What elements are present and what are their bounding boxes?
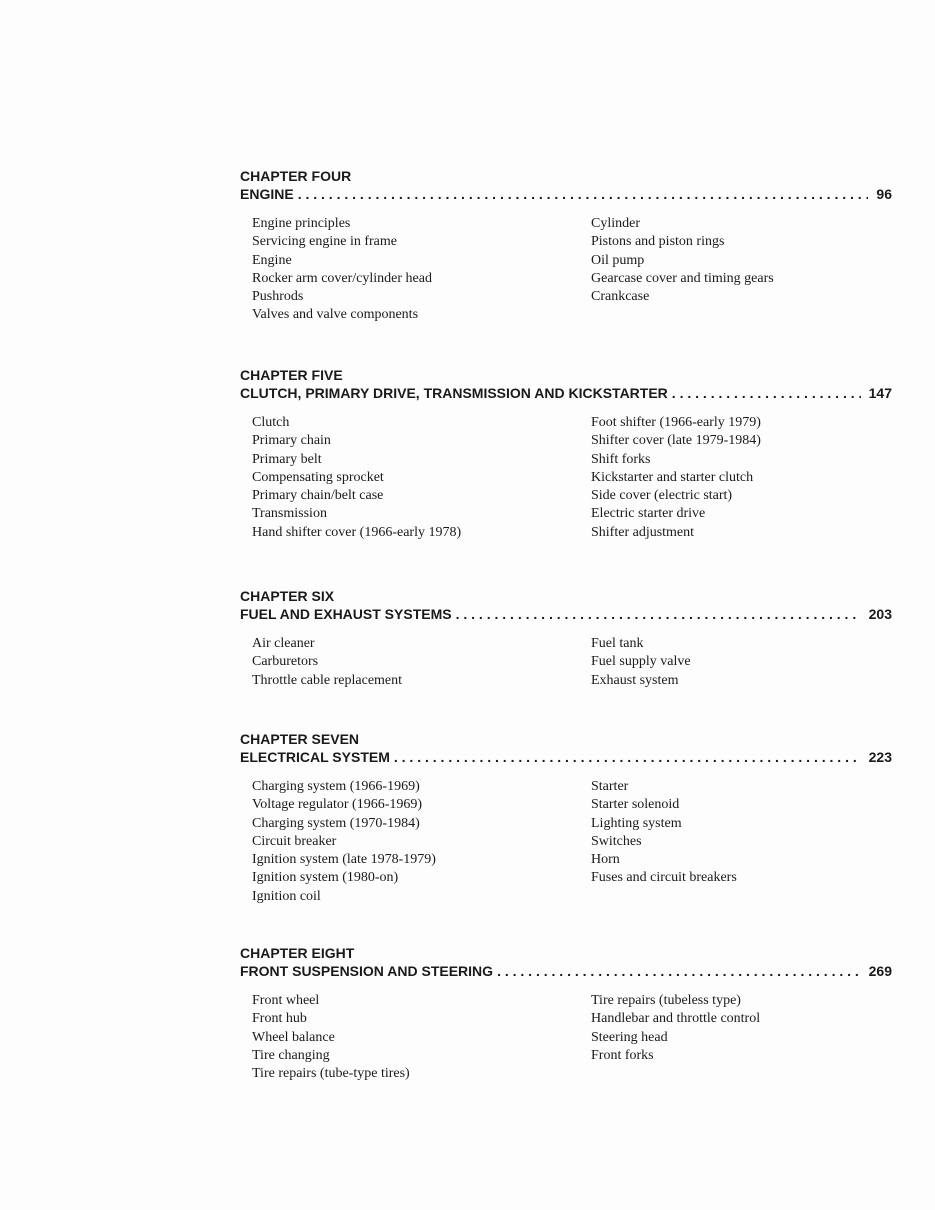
topic-item: Voltage regulator (1966-1969) <box>252 797 423 813</box>
topic-item: Tire repairs (tube-type tires) <box>252 1066 410 1082</box>
chapter-six <box>240 587 892 688</box>
dot-leader <box>672 384 861 402</box>
chapter-label: CHAPTER FIVE <box>240 367 343 383</box>
dot-leader <box>456 605 861 623</box>
page-number: 203 <box>868 606 892 622</box>
topic-item: Oil pump <box>591 252 645 268</box>
chapter-label: CHAPTER EIGHT <box>240 945 355 961</box>
topic-item: Ignition system (1980-on) <box>252 870 399 886</box>
toc-entry[interactable] <box>240 962 892 980</box>
topic-item: Switches <box>591 833 642 849</box>
topic-item: Steering head <box>591 1029 668 1045</box>
page-number: 147 <box>868 385 892 401</box>
topic-item: Circuit breaker <box>252 833 337 849</box>
topic-item: Handlebar and throttle control <box>591 1011 761 1027</box>
topic-item: Shifter adjustment <box>591 524 695 540</box>
topic-item: Rocker arm cover/cylinder head <box>252 270 432 286</box>
dot-leader <box>497 962 861 980</box>
topic-list-left <box>252 992 410 1083</box>
chapter-title: ENGINE <box>240 186 294 202</box>
topic-item: Primary belt <box>252 451 322 467</box>
topic-item: Fuel supply valve <box>591 654 691 670</box>
topic-item: Wheel balance <box>252 1029 335 1045</box>
topic-item: Cylinder <box>591 216 640 231</box>
topic-list-right <box>591 414 761 542</box>
topic-item: Ignition coil <box>252 888 321 904</box>
topic-item: Compensating sprocket <box>252 469 384 485</box>
topic-list-right <box>591 992 760 1065</box>
topic-item: Starter solenoid <box>591 797 680 813</box>
topic-item: Kickstarter and starter clutch <box>591 469 754 485</box>
chapter-eight <box>240 944 892 1082</box>
topic-item: Pushrods <box>252 289 304 305</box>
chapter-title: ELECTRICAL SYSTEM <box>240 749 390 765</box>
chapter-label: CHAPTER SEVEN <box>240 731 360 747</box>
topic-list-right <box>591 635 691 690</box>
topic-item: Crankcase <box>591 289 650 305</box>
topic-list-right <box>591 778 737 888</box>
chapter-label: CHAPTER SIX <box>240 588 335 604</box>
topic-item: Front wheel <box>252 993 320 1008</box>
topic-item: Engine principles <box>252 216 351 231</box>
topic-item: Engine <box>252 252 292 268</box>
toc-entry[interactable] <box>240 185 892 203</box>
topic-item: Charging system (1970-1984) <box>252 815 420 831</box>
topic-list-left <box>252 778 436 906</box>
topic-item: Primary chain <box>252 433 331 449</box>
topic-item: Clutch <box>252 415 290 430</box>
topic-item: Ignition system (late 1978-1979) <box>252 852 436 868</box>
topic-item: Starter <box>591 779 629 794</box>
toc-entry[interactable] <box>240 748 892 766</box>
toc-entry[interactable] <box>240 605 892 623</box>
topic-item: Shift forks <box>591 451 651 467</box>
page-number: 223 <box>868 749 892 765</box>
topic-list-left <box>252 215 432 325</box>
topic-item: Primary chain/belt case <box>252 488 384 504</box>
topic-item: Horn <box>591 852 620 868</box>
topic-item: Foot shifter (1966-early 1979) <box>591 415 761 430</box>
topic-item: Valves and valve components <box>252 307 419 323</box>
topic-item: Transmission <box>252 506 327 522</box>
dot-leader <box>298 185 869 203</box>
dot-leader <box>394 748 861 766</box>
page-number: 96 <box>876 186 892 202</box>
topic-item: Lighting system <box>591 815 682 831</box>
topic-item: Front forks <box>591 1047 654 1063</box>
chapter-seven <box>240 730 892 904</box>
topic-item: Tire changing <box>252 1047 330 1063</box>
topic-item: Front hub <box>252 1011 307 1027</box>
chapter-title: CLUTCH, PRIMARY DRIVE, TRANSMISSION AND KICKSTARTER <box>240 385 668 401</box>
topic-list-left <box>252 635 402 690</box>
topic-item: Gearcase cover and timing gears <box>591 270 774 286</box>
topic-item: Air cleaner <box>252 636 315 651</box>
topic-item: Tire repairs (tubeless type) <box>591 993 741 1008</box>
topic-item: Exhaust system <box>591 672 679 688</box>
topic-item: Shifter cover (late 1979-1984) <box>591 433 761 449</box>
topic-item: Hand shifter cover (1966-early 1978) <box>252 524 462 540</box>
toc-entry[interactable] <box>240 384 892 402</box>
topic-item: Carburetors <box>252 654 319 670</box>
topic-item: Electric starter drive <box>591 506 706 522</box>
page-number: 269 <box>868 963 892 979</box>
topic-item: Charging system (1966-1969) <box>252 779 420 794</box>
chapter-title: FRONT SUSPENSION AND STEERING <box>240 963 494 979</box>
chapter-label: CHAPTER FOUR <box>240 168 352 184</box>
topic-item: Fuel tank <box>591 636 644 651</box>
chapter-title: FUEL AND EXHAUST SYSTEMS <box>240 606 452 622</box>
chapter-five <box>240 366 892 540</box>
chapter-four <box>240 167 892 323</box>
topic-item: Fuses and circuit breakers <box>591 870 737 886</box>
topic-item: Pistons and piston rings <box>591 234 725 250</box>
topic-item: Servicing engine in frame <box>252 234 398 250</box>
topic-item: Side cover (electric start) <box>591 488 733 504</box>
topic-list-left <box>252 414 461 542</box>
topic-list-right <box>591 215 774 306</box>
topic-item: Throttle cable replacement <box>252 672 403 688</box>
